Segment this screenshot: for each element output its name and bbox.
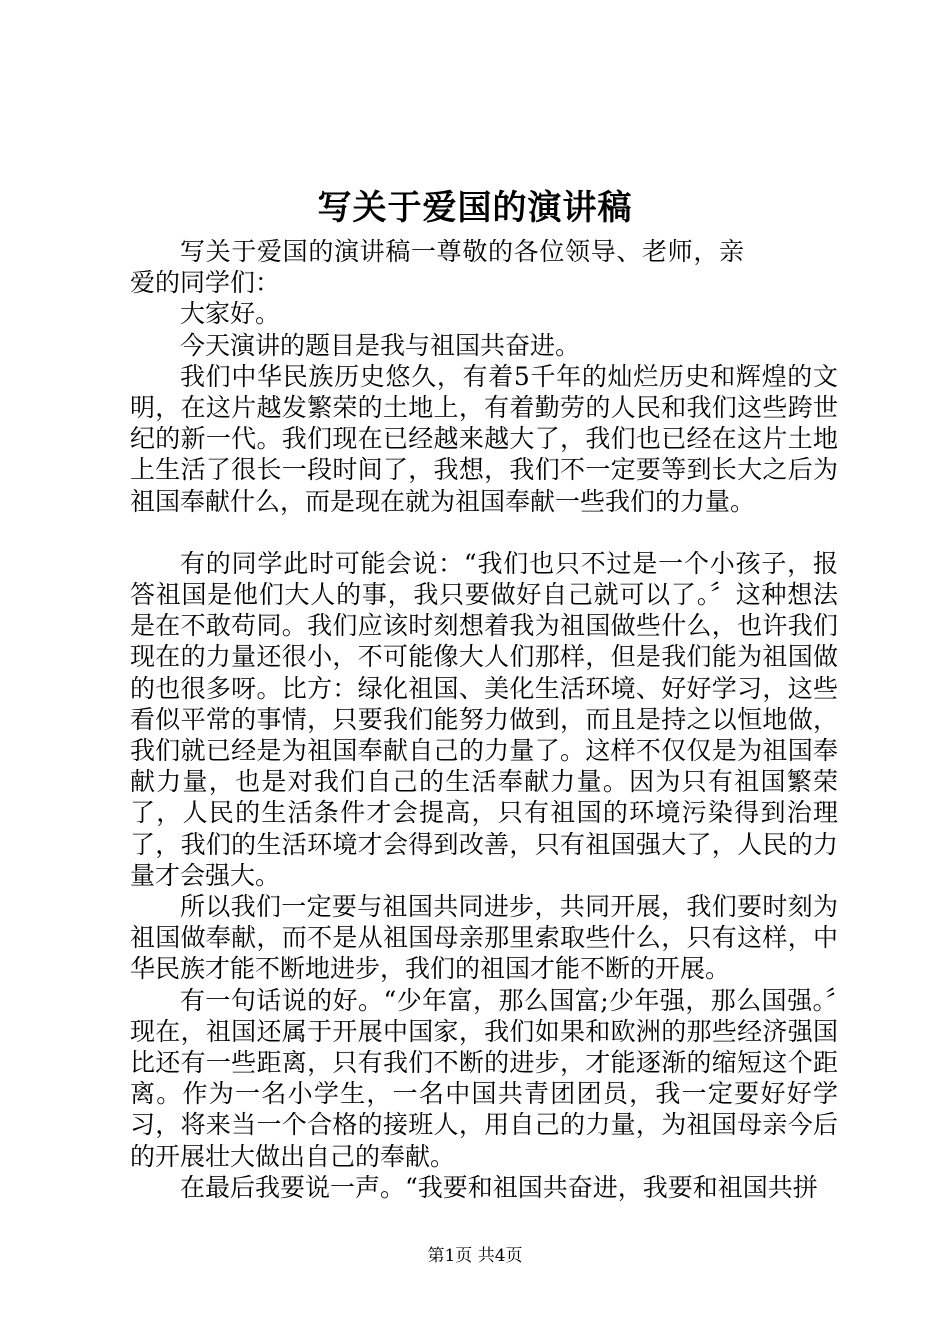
paragraph-greeting: 写关于爱国的演讲稿一尊敬的各位领导、老师，亲爱的同学们：: [130, 237, 744, 298]
paragraph-contribution: 有的同学此时可能会说：“我们也只不过是一个小孩子，报答祖国是他们大人的事，我只要做好自己就可以了。〞这种想法是在不敢苟同。我们应该时刻想着我为祖国做些什么，也许我们现在的力量还很小，不可能像大人们那样，但是我们能为祖国做的也很多呀。比方：绿化祖国、美化生活环境、好好学习，这些看似平常的事情，只要我们能努力做到，而且是持之以恒地做，我们就已经是为祖国奉献自己的力量了。这样不仅仅是为祖国奉献力量，也是对我们自己的生活奉献力量。因为只有祖国繁荣了，人民的生活条件才会提高，只有祖国的环境污染得到治理了，我们的生活环境才会得到改善，只有祖国强大了，人民的力量才会强大。: [130, 548, 838, 890]
paragraph-progress: 所以我们一定要与祖国共同进步，共同开展，我们要时刻为祖国做奉献，而不是从祖国母亲那里索取些什么，只有这样，中华民族才能不断地进步，我们的祖国才能不断的开展。: [130, 892, 838, 984]
paragraph-history: 我们中华民族历史悠久，有着5千年的灿烂历史和辉煌的文明，在这片越发繁荣的土地上，有着勤劳的人民和我们这些跨世纪的新一代。我们现在已经越来越大了，我们也已经在这片土地上生活了很长一段时间了，我想，我们不一定要等到长大之后为祖国奉献什么，而是现在就为祖国奉献一些我们的力量。: [130, 361, 838, 516]
page-number-footer: 第1页 共4页: [427, 1246, 523, 1266]
paragraph-closing: 在最后我要说一声。“我要和祖国共奋进，我要和祖国共拼: [180, 1172, 818, 1202]
paragraph-hello: 大家好。: [180, 299, 281, 329]
document-title: 写关于爱国的演讲稿: [317, 188, 633, 228]
paragraph-topic: 今天演讲的题目是我与祖国共奋进。: [180, 330, 581, 360]
paragraph-youth: 有一句话说的好。“少年富，那么国富;少年强，那么国强。〞现在，祖国还属于开展中国家，我们如果和欧洲的那些经济强国比还有一些距离，只有我们不断的进步，才能逐渐的缩短这个距离。作为一名小学生，一名中国共青团团员，我一定要好好学习，将来当一个合格的接班人，用自己的力量，为祖国母亲今后的开展壮大做出自己的奉献。: [130, 985, 838, 1171]
document-body: [130, 236, 838, 1203]
